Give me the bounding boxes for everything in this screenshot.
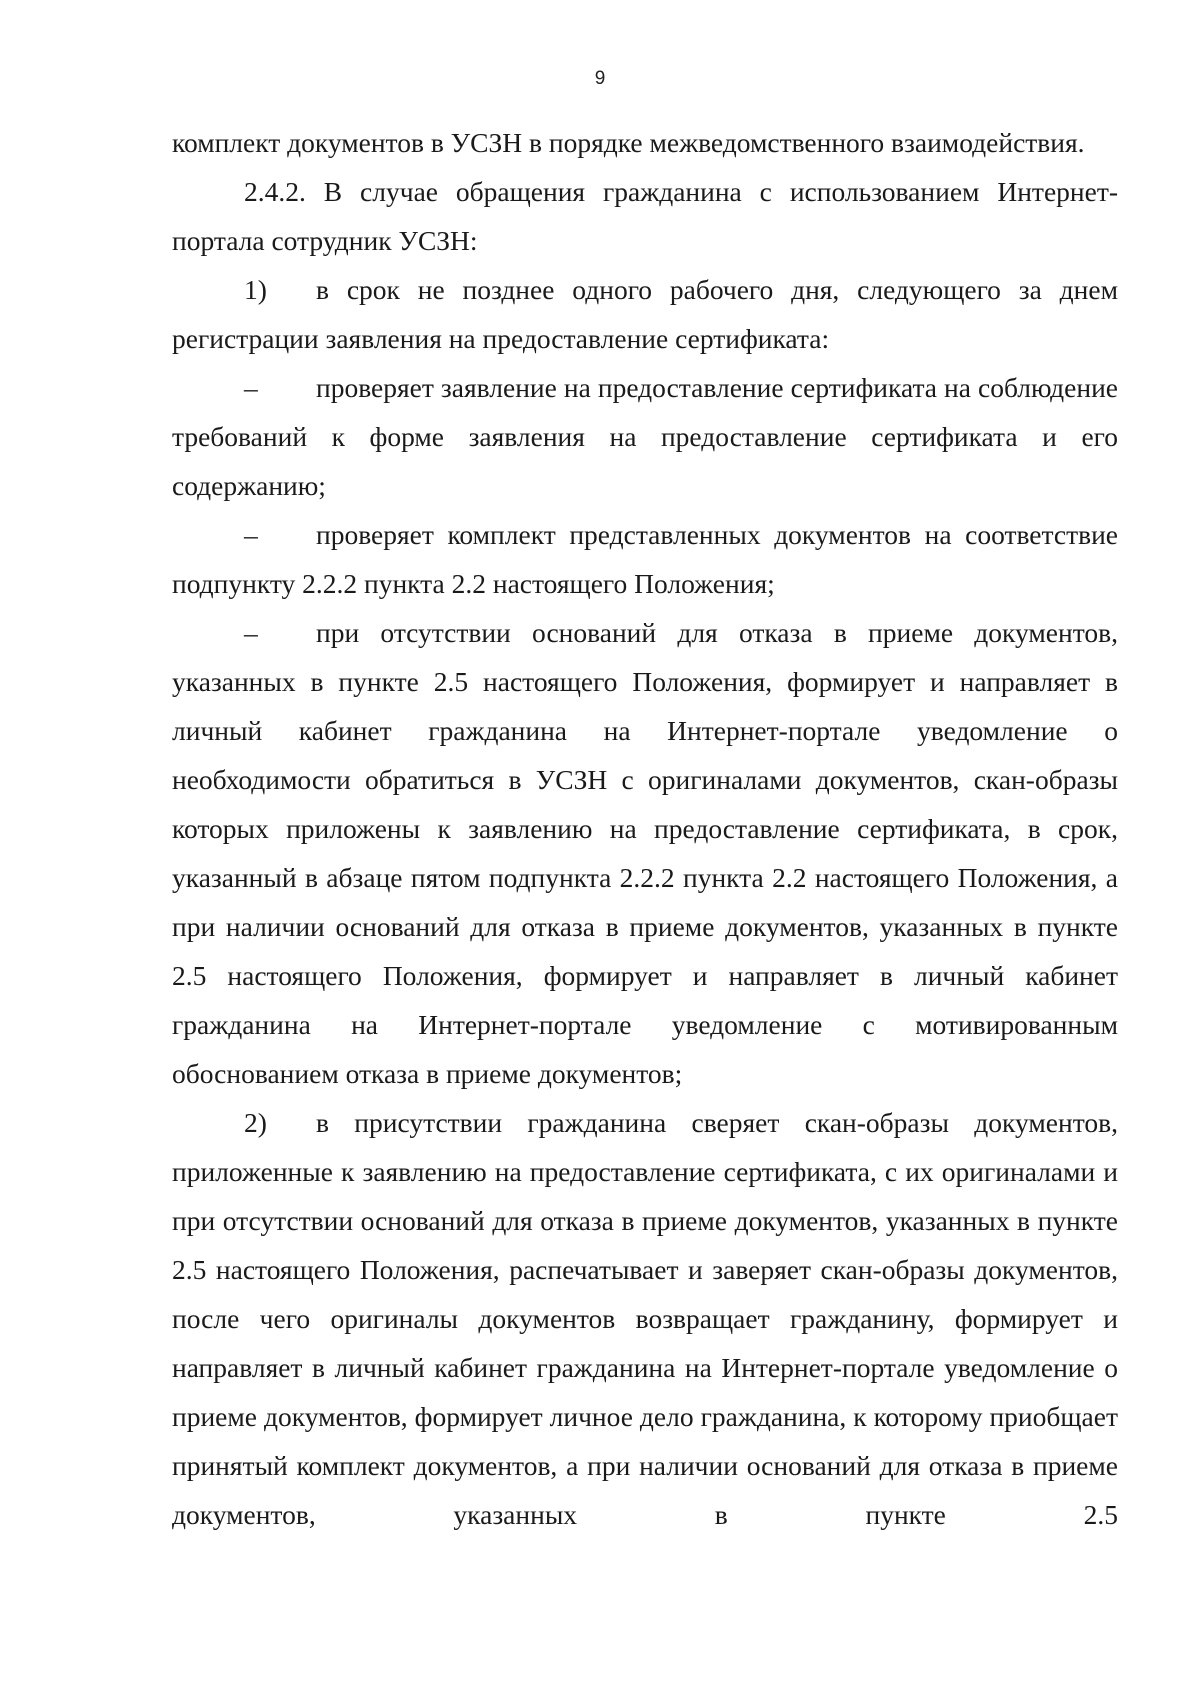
dash-marker: – <box>244 519 258 550</box>
list-item-1 <box>172 265 1118 363</box>
list-marker: 2) <box>244 1107 267 1138</box>
dash-item-check-application <box>172 363 1118 510</box>
page-number: 9 <box>594 68 606 89</box>
list-marker: 1) <box>244 274 267 305</box>
paragraph-continuation: комплект документов в УСЗН в порядке межведомственного взаимодействия. <box>172 127 1085 158</box>
paragraph-2-4-2: 2.4.2. В случае обращения гражданина с использованием Интернет-портала сотрудник УСЗН: <box>172 176 1118 256</box>
list-item-text: в присутствии гражданина сверяет скан-образы документов, приложенные к заявлению на предоставление сертификата, с их оригиналами и при отсутствии оснований для отказа в приеме документов, указанных в пункте 2.5 настоящего Положения, распечатывает и заверяет скан-образы документов, после чего оригиналы документов возвращает гражданину, формирует и направляет в личный кабинет гражданина на Интернет-портале уведомление о приеме документов, формирует личное дело гражданина, к которому приобщает принятый комплект документов, а при наличии оснований для отказа в приеме документов, указанных в пункте 2.5 <box>172 1107 1118 1530</box>
dash-item-notification <box>172 608 1118 1098</box>
list-item-2 <box>172 1098 1118 1539</box>
document-body <box>172 118 1118 1539</box>
dash-item-text: проверяет заявление на предоставление сертификата на соблюдение требований к форме заявления на предоставление сертификата и его содержанию; <box>172 372 1118 501</box>
dash-item-check-documents <box>172 510 1118 608</box>
dash-marker: – <box>244 617 258 648</box>
dash-marker: – <box>244 372 258 403</box>
list-item-text: в срок не позднее одного рабочего дня, следующего за днем регистрации заявления на предоставление сертификата: <box>172 274 1118 354</box>
dash-item-text: при отсутствии оснований для отказа в приеме документов, указанных в пункте 2.5 настоящего Положения, формирует и направляет в личный кабинет гражданина на Интернет-портале уведомление о необходимости обратиться в УСЗН с оригиналами документов, скан-образы которых приложены к заявлению на предоставление сертификата, в срок, указанный в абзаце пятом подпункта 2.2.2 пункта 2.2 настоящего Положения, а при наличии оснований для отказа в приеме документов, указанных в пункте 2.5 настоящего Положения, формирует и направляет в личный кабинет гражданина на Интернет-портале уведомление с мотивированным обоснованием отказа в приеме документов; <box>172 617 1118 1089</box>
dash-item-text: проверяет комплект представленных документов на соответствие подпункту 2.2.2 пункта 2.2 настоящего Положения; <box>172 519 1118 599</box>
